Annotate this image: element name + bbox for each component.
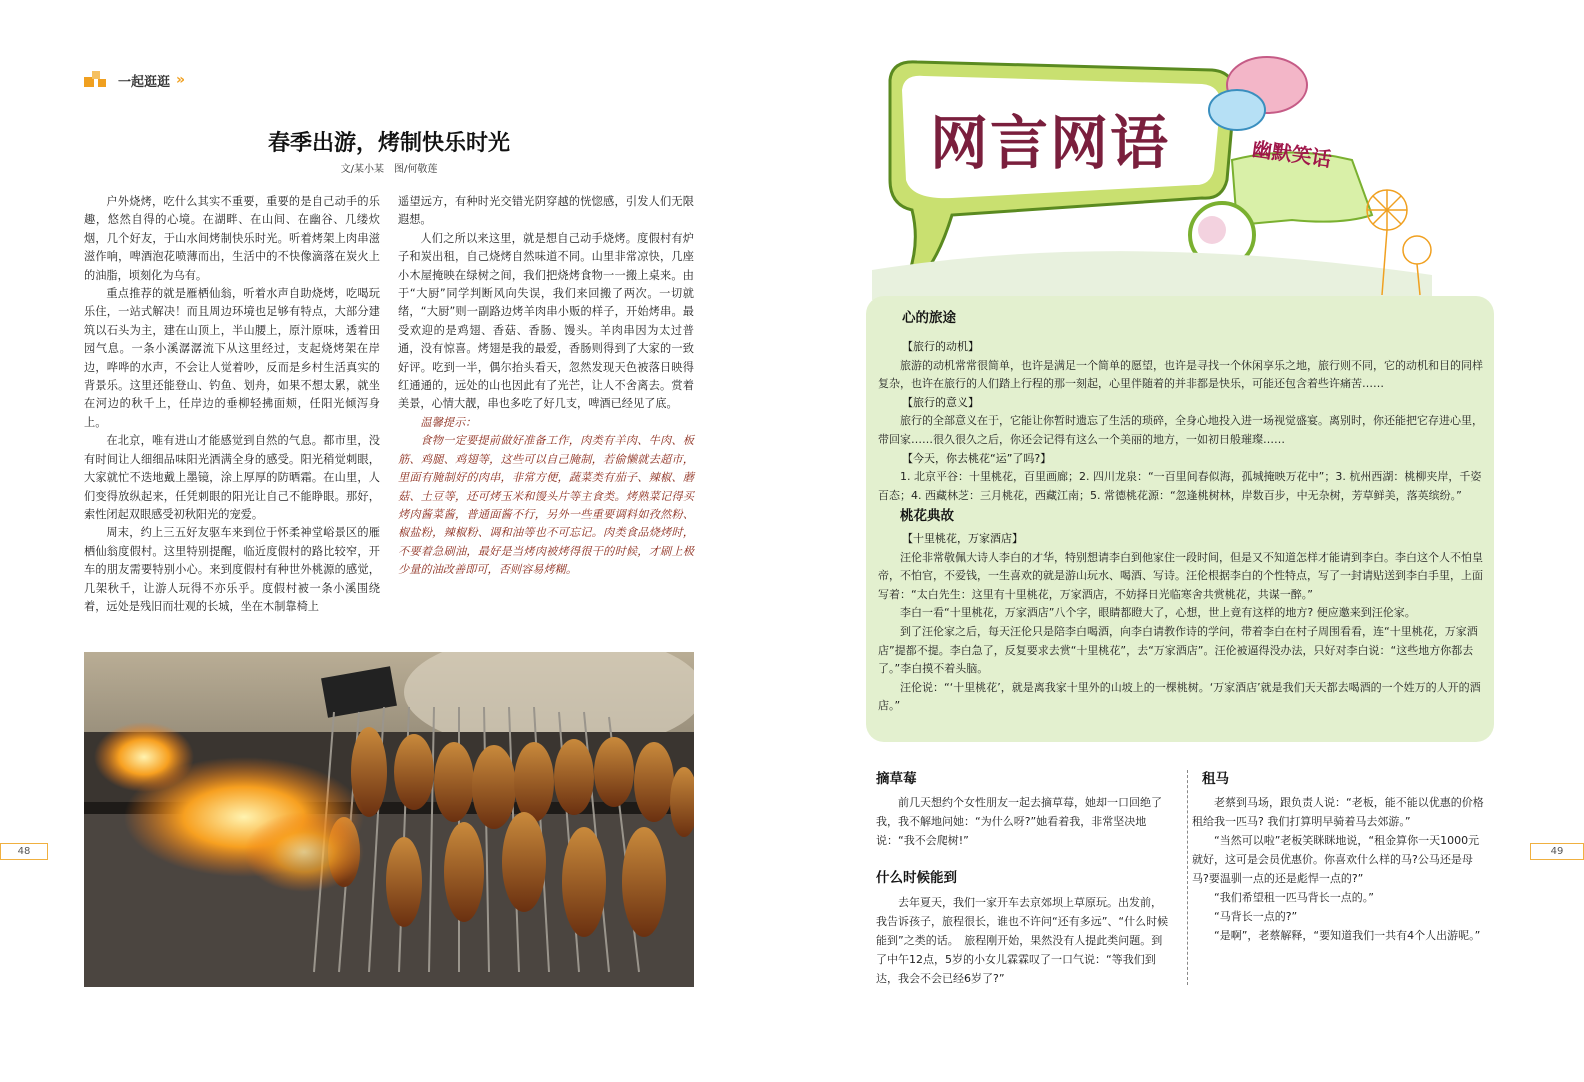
tip-heading: 温馨提示： [420,415,477,429]
double-chevron-icon: » [176,72,186,88]
paragraph-continued: 遥望远方，有种时光交错光阴穿越的恍惚感，引发人们无限遐想。 [398,195,694,227]
joke-text [876,893,1172,988]
section-heading: 心的旅途 [902,310,956,326]
section-title: 一起逛逛 [118,74,171,90]
article-title: 春季出游，烤制快乐时光 [267,130,510,156]
paragraph: 周末，约上三五好友驱车来到位于怀柔神堂峪景区的雁栖仙翁度假村。这里特别提醒，临近度假村的路比较窄，开车的朋友需要特别小心。来到度假村有种世外桃源的感觉，几架秋千，让游人玩得不亦乐乎。度假村被一条小溪围绕着，远处是残旧而壮观的长城，坐在木制靠椅上 [84,526,380,613]
paragraph: 李白一看“十里桃花，万家酒店”八个字，眼睛都瞪大了，心想，世上竟有这样的地方? 便应邀来到汪伦家。 [900,606,1416,620]
paragraph: 到了汪伦家之后，每天汪伦只是陪李白喝酒，向李白请教作诗的学问，带着李白在村子周围看看，连“十里桃花，万家酒店”提都不提。李白急了，反复要求去赏“十里桃花”，去“万家酒店”。汪伦被逼得没办法，只好对李白说：“这些地方你都去了。”李白摸不着头脑。 [878,624,1478,676]
paragraph: “是啊”，老蔡解释，“要知道我们一共有4个人出游呢。” [1214,929,1481,942]
page-number-left: 48 [0,843,48,860]
bbq-photo [84,652,694,987]
paragraph: 人们之所以来这里，就是想自己动手烧烤。度假村有炉子和炭出租，自己烧烤自然味道不同。山里非常凉快，几座小木屋掩映在绿树之间，我们把烧烤食物一一搬上桌来。由于“大厨”同学判断风向失误，我们来回搬了两次。一切就绪，“大厨”则一副路边烤羊肉串小贩的样子，开始烤串。最受欢迎的是鸡翅、香菇、香肠、馒头。羊肉串因为太过普通，没有惊喜。烤翅是我的最爱，香肠则得到了大家的一致好评。吃到一半，偶尔抬头看天，忽然发现天色被落日映得红通通的，远处的山也因此有了光芒，让人不舍离去。赏着美景，心情大靓，串也多吃了好几支，啤酒已经见了底。 [398,231,694,411]
paragraph: “马背长一点的?” [1214,910,1298,923]
subheading: 【十里桃花，万家酒店】 [902,531,1023,545]
paragraph: 汪伦说：“‘十里桃花’，就是离我家十里外的山坡上的一棵桃树。‘万家酒店’就是我们天天都去喝酒的一个姓万的人开的酒店。” [878,680,1481,713]
section-header [84,70,185,90]
subheading: 【旅行的意义】 [902,395,979,409]
paragraph: 户外烧烤，吃什么其实不重要，重要的是自己动手的乐趣，悠然自得的心境。在湖畔、在山间、在幽谷、几缕炊烟，几个好友，于山水间烤制快乐时光。听着烤架上肉串滋滋作响，啤酒泡花喷薄而出，生活中的不快像滴落在炭火上的油脂，顷刻化为乌有。 [84,195,380,282]
joke-title: 摘草莓 [876,771,917,787]
article-column-2 [398,193,694,580]
section-logo-icon [84,71,112,89]
tip-text: 食物一定要提前做好准备工作，肉类有羊肉、牛肉、板筋、鸡腿、鸡翅等，这些可以自己腌制，若偷懒就去超市，里面有腌制好的肉串，非常方便，蔬菜类有茄子、辣椒、蘑菇、土豆等，还可烤玉米和馒头片等主食类。烤熟菜记得买烤肉酱菜酱，普通面酱不行，另外一些重要调料如孜然粉、椒盐粉，辣椒粉、调和油等也不可忘记。肉类食品烧烤时，不要着急刷油，最好是当烤肉被烤得很干的时候，才刷上极少量的油改善即可，否则容易烤糊。 [398,434,694,577]
joke-title: 租马 [1202,771,1229,787]
paragraph: 老蔡到马场，跟负责人说：“老板，能不能以优惠的价格租给我一匹马? 我们打算明早骑着马去郊游。” [1192,796,1484,828]
right-page-subtitle: 幽默笑话 [1250,136,1334,172]
joke-title: 什么时候能到 [876,870,957,886]
paragraph: 1. 北京平谷：十里桃花，百里画廊；2. 四川龙泉：“一百里间春似海，孤城掩映万花中”；3. 杭州西湖：桃柳夹岸，千姿百态；4. 西藏林芝：三月桃花，西藏江南；5. 常德桃花源：“忽逢桃树林，岸数百步，中无杂树，芳草鲜美，落英缤纷。” [878,470,1482,502]
article-byline: 文/某小某 图/何敬莲 [340,164,438,175]
paragraph: “当然可以啦”老板笑眯眯地说，“租金算你一天1000元就好，这可是会员优惠价。你喜欢什么样的马?公马还是母马?要温驯一点的还是彪悍一点的?” [1192,834,1480,885]
subheading: 【今天，你去桃花“运”了吗?】 [902,451,1052,465]
right-page-title: 网言网语 [930,109,1171,177]
paragraph: 在北京，唯有进山才能感觉到自然的气息。都市里，没有时间让人细细品味阳光洒满全身的感受。阳光稍觉刺眼，大家就忙不迭地戴上墨镜，涂上厚厚的防晒霜。在山里，人们变得放纵起来，任凭刺眼的阳光让自己不能睁眼。那好，索性闭起双眼感受初秋阳光的宠爱。 [84,434,380,521]
page-number-right: 49 [1530,843,1584,860]
paragraph: 去年夏天，我们一家开车去京郊坝上草原玩。出发前，我告诉孩子，旅程很长，谁也不许问“还有多远”、“什么时候能到”之类的话。 旅程刚开始，果然没有人提此类问题。到了中午12点，5岁的小女儿霖霖叹了一口气说：“等我们到达，我会不会已经6岁了?” [876,896,1169,985]
subheading: 【旅行的动机】 [902,340,979,353]
paragraph: 旅行的全部意义在于，它能让你暂时遗忘了生活的琐碎，全身心地投入进一场视觉盛宴。离别时，你还能把它存进心里，带回家……很久很久之后，你还会记得有这么一个美丽的地方，一如初日般璀璨…… [878,414,1483,446]
joke-text [876,793,1172,850]
paragraph: 前几天想约个女性朋友一起去摘草莓，她却一口回绝了我，我不解地问她：“为什么呀?”她看着我，非常坚决地说：“我不会爬树!” [876,796,1162,847]
paragraph: “我们希望租一匹马背长一点的。” [1214,891,1374,904]
paragraph: 重点推荐的就是雁栖仙翁，听着水声自助烧烤，吃喝玩乐住，一站式解决！而且周边环境也足够有特点，大部分建筑以石头为主，建在山顶上，半山腰上，原汁原味，透着田园气息。一条小溪潺潺流下从这里经过，支起烧烤架在岸边，哗哗的水声，不会让人觉着吵，反而是乡村生活真实的背景乐。这里还能登山、钓鱼、划舟，如果不想太累，就坐在河边的秋千上，任岸边的垂柳轻拂面颊，任阳光倾泻身上。 [84,287,380,429]
paragraph: 汪伦非常敬佩大诗人李白的才华，特别想请李白到他家住一段时间，但是又不知道怎样才能请到李白。李白这个人不怕皇帝，不怕官，不爱钱，一生喜欢的就是游山玩水、喝酒、写诗。汪伦根据李白的个性特点，写了一封请贴送到李白手里，上面写着：“太白先生：这里有十里桃花，万家酒店，不妨择日光临寒舍共赏桃花，共谋一醉。” [878,550,1483,601]
travel-content [878,338,1484,716]
column-divider [1187,770,1188,985]
joke-text [1192,793,1488,945]
section-heading: 桃花典故 [900,508,954,525]
paragraph: 旅游的动机常常很简单，也许是满足一个简单的愿望，也许是寻找一个休闲享乐之地，旅行则不同，它的动机和目的同样复杂，也许在旅行的人们踏上行程的那一刻起，心里伴随着的并非都是快乐，可能还包含着些许痛苦…… [878,358,1483,391]
article-column-1 [84,193,380,616]
